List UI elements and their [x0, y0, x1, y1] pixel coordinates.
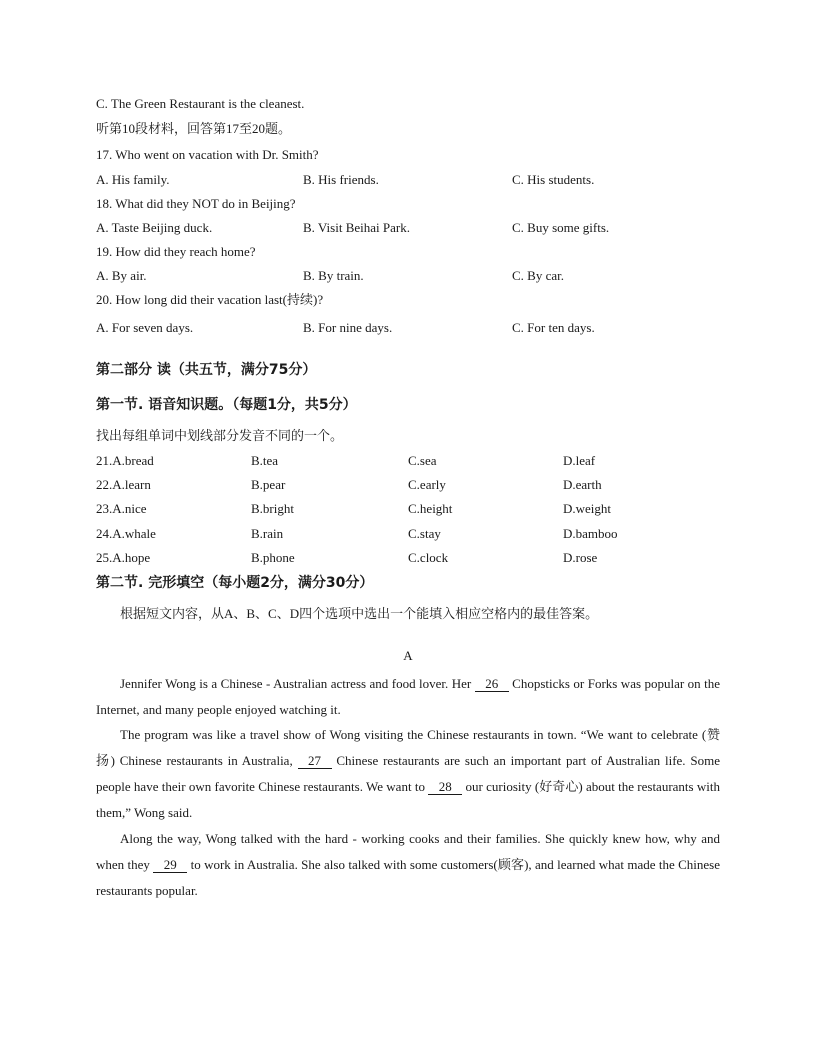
- word-b: B.phone: [251, 550, 295, 565]
- word-a: 25.A.hope: [96, 550, 151, 565]
- option-b: B. By train.: [303, 268, 364, 283]
- passage-text: Chinese restaurants are such an important part of Australian life. Some people have their own favorite Chinese restaurants. We want to: [96, 753, 720, 794]
- option-a: A. By air.: [96, 268, 147, 283]
- cloze-blank-28: 28: [428, 779, 462, 795]
- question-stem: 18. What did they NOT do in Beijing?: [96, 196, 296, 211]
- option-b: B. His friends.: [303, 172, 379, 187]
- part-two-title: 第二部分 读（共五节，满分75分）: [96, 362, 317, 378]
- question-options: [96, 267, 724, 285]
- option-c: C. For ten days.: [512, 320, 595, 335]
- word-a: 24.A.whale: [96, 526, 156, 541]
- cloze-blank-26: 26: [475, 676, 509, 692]
- option-b: B. Visit Beihai Park.: [303, 220, 410, 235]
- word-a: 22.A.learn: [96, 477, 151, 492]
- phonics-row: [96, 476, 724, 494]
- phonics-row: [96, 549, 724, 567]
- cloze-blank-29: 29: [153, 857, 187, 873]
- passage-text: The program was like a travel show of Wong visiting the Chinese restaurants in town. “We want to celebrate (赞扬) Chinese restaurants in Australia,: [96, 727, 720, 768]
- word-d: D.bamboo: [563, 526, 618, 541]
- option-a: A. Taste Beijing duck.: [96, 220, 213, 235]
- option-c: C. His students.: [512, 172, 595, 187]
- question-options: [96, 319, 724, 337]
- option-a: A. His family.: [96, 172, 170, 187]
- question-options: [96, 171, 724, 189]
- word-d: D.leaf: [563, 453, 596, 468]
- word-b: B.bright: [251, 501, 294, 516]
- section-two-instruction: 根据短文内容，从A、B、C、D四个选项中选出一个能填入相应空格内的最佳答案。: [120, 606, 599, 621]
- passage-text: to work in Australia. She also talked with some customers(顾客), and learned what made the Chinese restaurants popular.: [96, 857, 720, 898]
- word-c: C.height: [408, 501, 453, 516]
- passage-text: our curiosity (好奇心) about the restaurants with them,” Wong said.: [96, 779, 720, 820]
- passage-text: Chopsticks or Forks was popular on the Internet, and many people enjoyed watching it.: [96, 676, 720, 717]
- option-c: C. By car.: [512, 268, 564, 283]
- passage-paragraph-1: [96, 671, 720, 723]
- passage-label: A: [403, 648, 413, 663]
- word-b: B.pear: [251, 477, 286, 492]
- cloze-blank-27: 27: [298, 753, 332, 769]
- listening-instruction: 听第10段材料，回答第17至20题。: [96, 121, 292, 136]
- word-b: B.rain: [251, 526, 284, 541]
- passage-text: Jennifer Wong is a Chinese - Australian actress and food lover. Her: [120, 676, 475, 691]
- phonics-row: [96, 500, 724, 518]
- word-a: 21.A.bread: [96, 453, 154, 468]
- word-c: C.clock: [408, 550, 449, 565]
- passage-paragraph-2: [96, 722, 720, 826]
- section-one-title: 第一节. 语音知识题。（每题1分，共5分）: [96, 397, 357, 413]
- word-d: D.weight: [563, 501, 612, 516]
- phonics-row: [96, 525, 724, 543]
- option-a: A. For seven days.: [96, 320, 194, 335]
- word-b: B.tea: [251, 453, 279, 468]
- previous-option-c: C. The Green Restaurant is the cleanest.: [96, 96, 305, 111]
- phonics-row: [96, 452, 724, 470]
- word-d: D.earth: [563, 477, 602, 492]
- section-one-instruction: 找出每组单词中划线部分发音不同的一个。: [96, 428, 344, 443]
- option-c: C. Buy some gifts.: [512, 220, 610, 235]
- word-c: C.stay: [408, 526, 441, 541]
- question-stem: 17. Who went on vacation with Dr. Smith?: [96, 147, 319, 162]
- question-options: [96, 219, 724, 237]
- word-c: C.early: [408, 477, 446, 492]
- question-stem: 19. How did they reach home?: [96, 244, 256, 259]
- question-stem: 20. How long did their vacation last(持续)?: [96, 292, 324, 307]
- passage-text: Along the way, Wong talked with the hard - working cooks and their families. She quickly knew how, why and when they: [96, 831, 720, 872]
- option-b: B. For nine days.: [303, 320, 393, 335]
- word-c: C.sea: [408, 453, 437, 468]
- word-a: 23.A.nice: [96, 501, 147, 516]
- passage-paragraph-3: [96, 826, 720, 904]
- section-two-title: 第二节. 完形填空（每小题2分，满分30分）: [96, 575, 374, 591]
- word-d: D.rose: [563, 550, 598, 565]
